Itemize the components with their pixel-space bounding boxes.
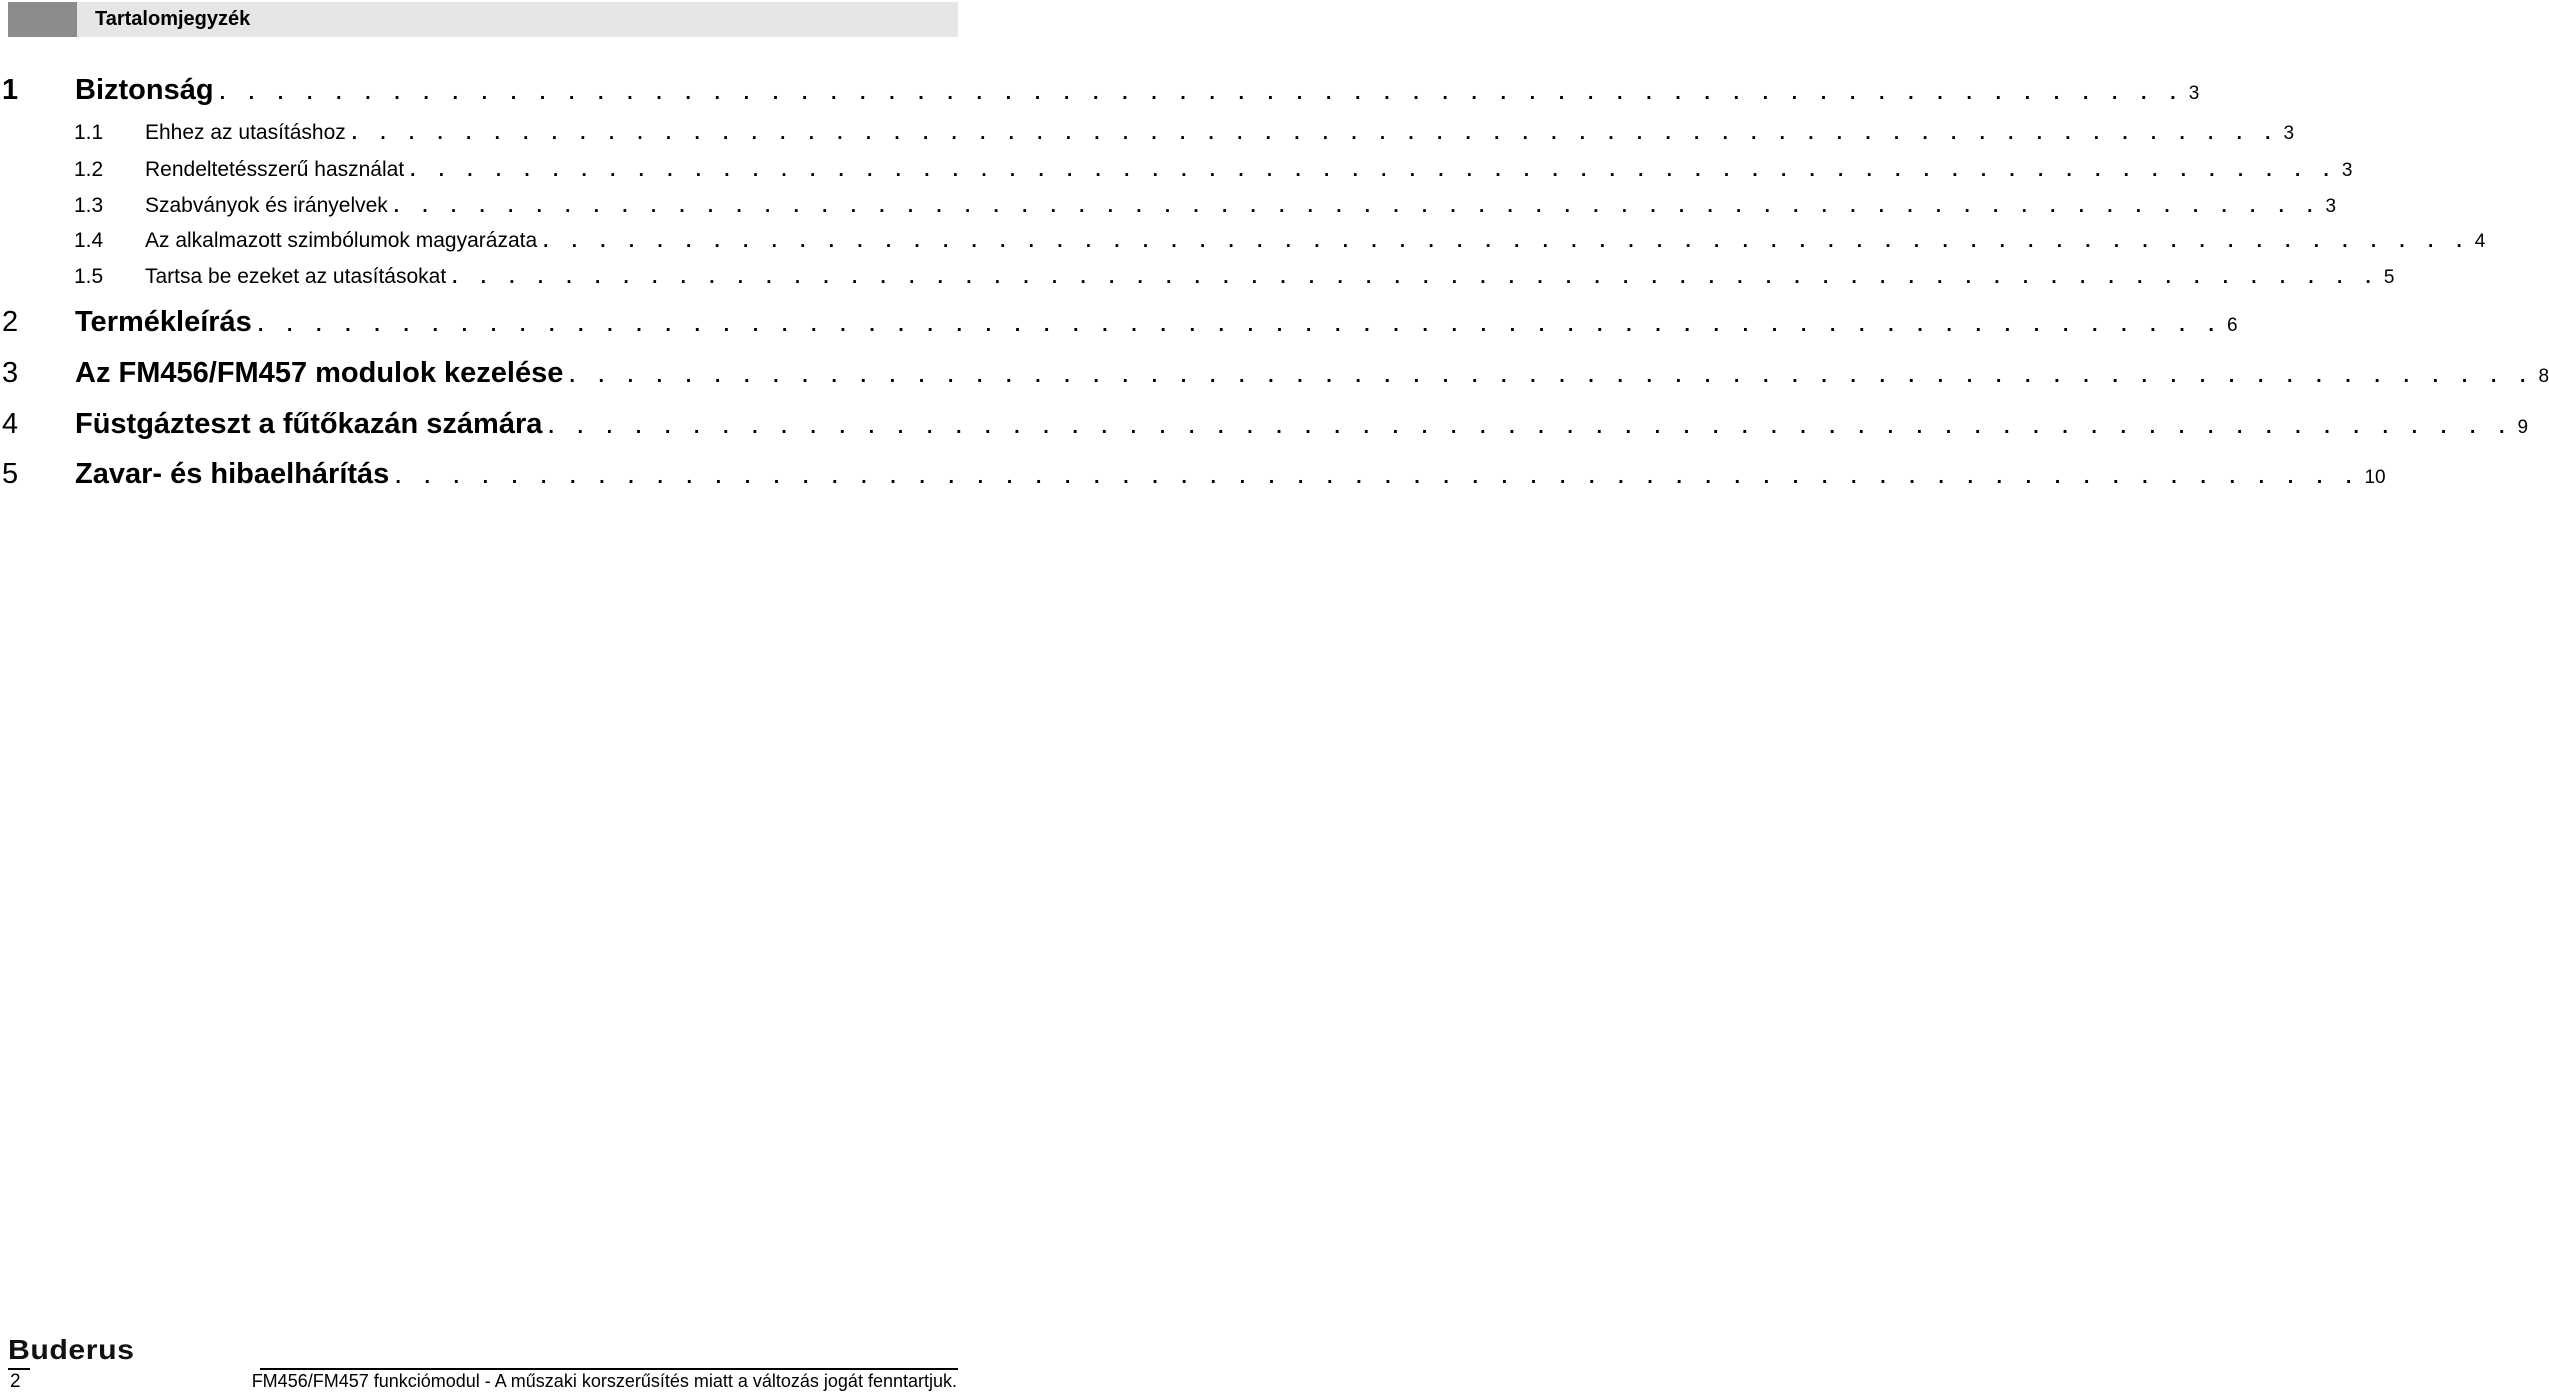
toc-leader-dots: . . . . . . . . . . . . . . . . . . . . . . . . . . . . . . . . . . . . . . . . . . . . . . . . . . . . . . . . . . . . . . . . . . . . [543,231,2471,252]
toc-title: Az FM456/FM457 modulok kezelése [75,357,564,389]
page-title: Tartalomjegyzék [95,8,251,30]
toc-entry-section-1-4[interactable] [0,229,2486,253]
header-bar [8,2,958,37]
toc-page-number: 8 [2538,366,2549,387]
toc-entry-chapter-4[interactable] [0,408,2529,441]
header-marker-block [8,2,77,37]
toc-leader-dots: . . . . . . . . . . . . . . . . . . . . . . . . . . . . . . . . . . . . . . . . . . . . . . . . . . . . . . . . . . . . . . . . . . . . [569,365,2535,387]
toc-page-number: 10 [2364,467,2386,488]
toc-page-number: 3 [2283,123,2295,144]
toc-page-number: 3 [2341,160,2353,181]
toc-entry-chapter-2[interactable] [0,306,2238,339]
toc-number: 3 [2,357,19,389]
toc-entry-section-1-2[interactable] [0,158,2353,182]
toc-number: 5 [2,458,19,490]
toc-page-number: 5 [2383,267,2395,288]
toc-title: Szabványok és irányelvek [145,194,388,217]
toc-page-number: 6 [2226,315,2238,336]
toc-title: Ehhez az utasításhoz [145,121,346,144]
toc-page-number: 3 [2188,83,2200,104]
toc-page-number: 4 [2474,231,2486,252]
toc-page-number: 3 [2325,196,2337,217]
toc-leader-dots: . . . . . . . . . . . . . . . . . . . . . . . . . . . . . . . . . . . . . . . . . . . . . . . . . . . . . . . . . . . . . . . . . . . . [351,123,2280,144]
toc-leader-dots: . . . . . . . . . . . . . . . . . . . . . . . . . . . . . . . . . . . . . . . . . . . . . . . . . . . . . . . . . . . . . . . . . . . . [452,267,2380,288]
toc-leader-dots: . . . . . . . . . . . . . . . . . . . . . . . . . . . . . . . . . . . . . . . . . . . . . . . . . . . . . . . . . . . . . . . . . . . . [219,82,2185,104]
toc-number: 1.3 [74,194,104,217]
toc-title: Termékleírás [75,306,252,338]
buderus-logo: Buderus [8,1334,135,1365]
toc-title: Biztonság [75,74,214,106]
footer-disclaimer: FM456/FM457 funkciómodul - A műszaki korszerűsítés miatt a változás jogát fenntartjuk. [251,1371,957,1391]
toc-title: Zavar- és hibaelhárítás [75,458,390,490]
toc-entry-section-1-3[interactable] [0,194,2337,218]
toc-number: 4 [2,408,19,440]
footer-divider-left [8,1368,30,1370]
toc-leader-dots: . . . . . . . . . . . . . . . . . . . . . . . . . . . . . . . . . . . . . . . . . . . . . . . . . . . . . . . . . . . . . . . . . . . . [395,466,2361,488]
toc-number: 1.5 [74,265,104,288]
toc-page-number: 9 [2517,417,2529,438]
toc-entry-chapter-5[interactable] [0,458,2386,491]
toc-leader-dots: . . . . . . . . . . . . . . . . . . . . . . . . . . . . . . . . . . . . . . . . . . . . . . . . . . . . . . . . . . . . . . . . . . . . [548,416,2514,438]
footer-divider-right [260,1368,958,1370]
toc-leader-dots: . . . . . . . . . . . . . . . . . . . . . . . . . . . . . . . . . . . . . . . . . . . . . . . . . . . . . . . . . . . . . . . . . . . . [410,160,2338,181]
toc-leader-dots: . . . . . . . . . . . . . . . . . . . . . . . . . . . . . . . . . . . . . . . . . . . . . . . . . . . . . . . . . . . . . . . . . . . . [257,314,2223,336]
toc-number: 1.1 [74,121,104,144]
toc-entry-section-1-5[interactable] [0,265,2395,289]
toc-number: 1.2 [74,158,104,181]
toc-title: Rendeltetésszerű használat [145,158,405,181]
toc-title: Füstgázteszt a fűtőkazán számára [75,408,543,440]
toc-number: 1 [2,74,19,106]
footer-page-number: 2 [10,1371,21,1392]
toc-number: 1.4 [74,229,104,252]
toc-title: Tartsa be ezeket az utasításokat [145,265,447,288]
toc-number: 2 [2,306,19,338]
toc-leader-dots: . . . . . . . . . . . . . . . . . . . . . . . . . . . . . . . . . . . . . . . . . . . . . . . . . . . . . . . . . . . . . . . . . . . . [393,196,2322,217]
toc-title: Az alkalmazott szimbólumok magyarázata [145,229,538,252]
toc-entry-chapter-3[interactable] [0,357,2549,390]
toc-entry-section-1-1[interactable] [0,121,2295,145]
toc-entry-chapter-1[interactable] [0,74,2200,107]
